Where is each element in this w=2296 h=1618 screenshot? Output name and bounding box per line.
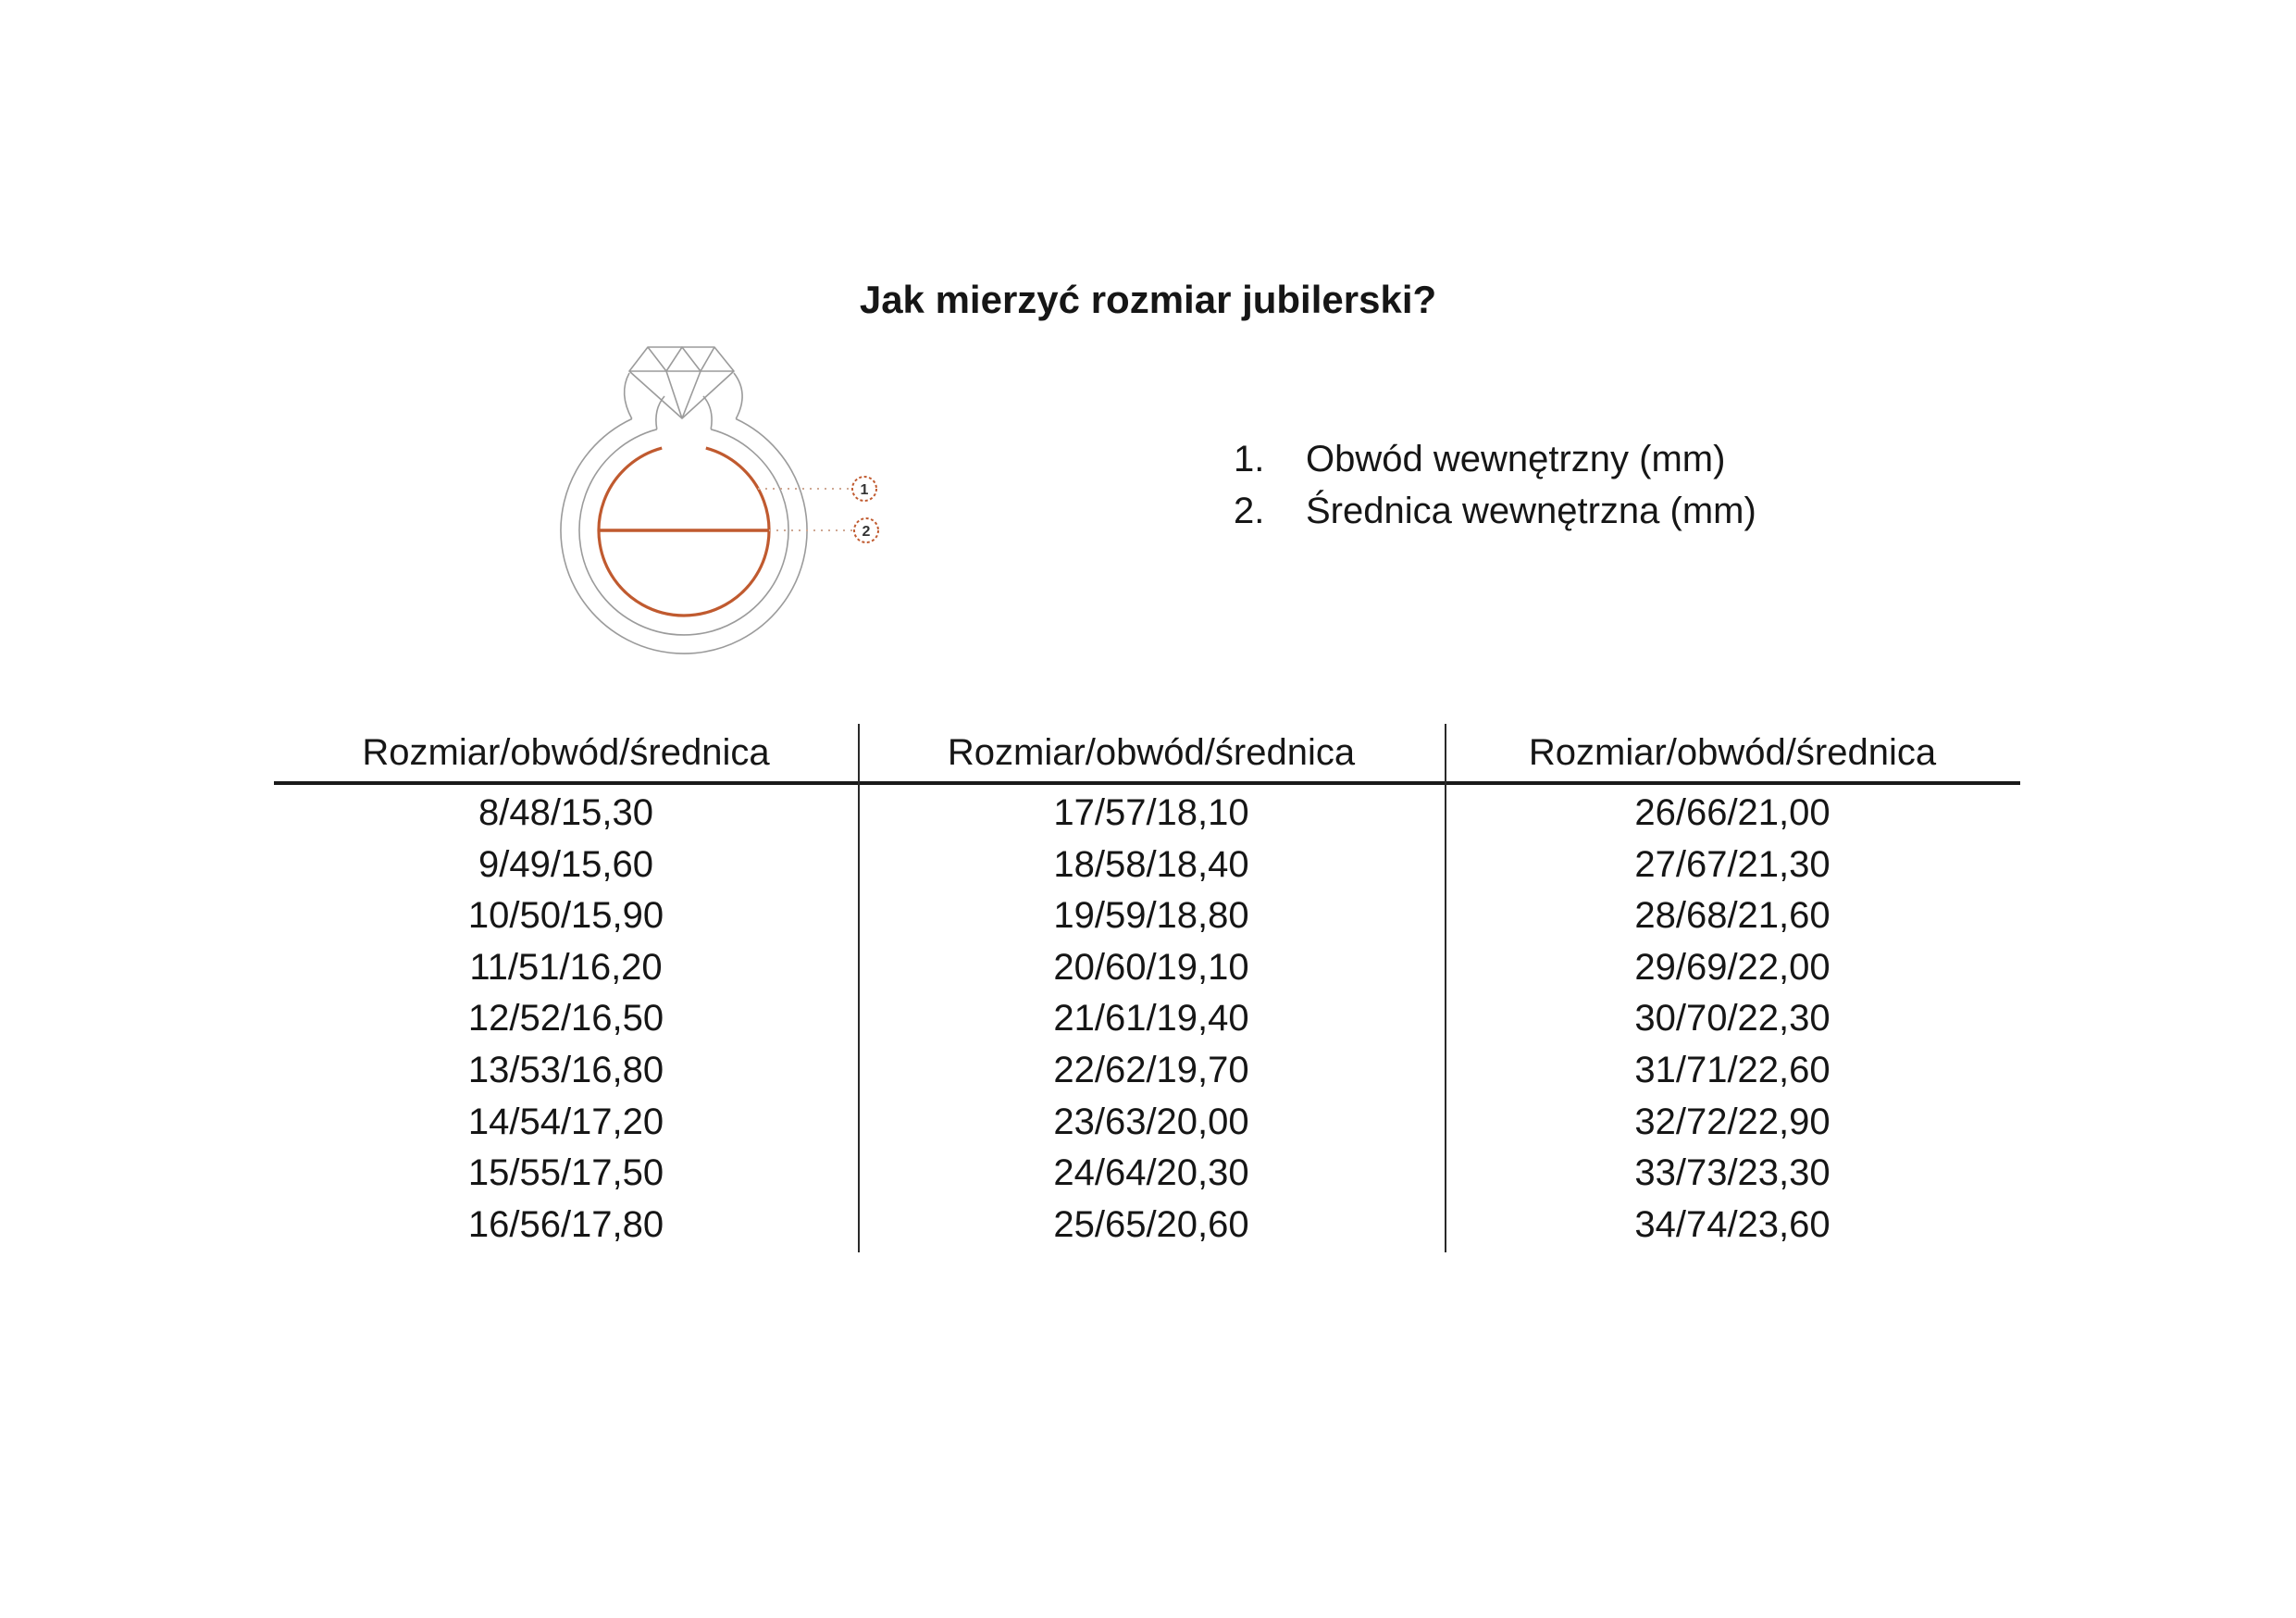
table-body bbox=[274, 788, 2020, 1251]
table-cell: 13/53/16,80 bbox=[467, 1049, 664, 1090]
callout-2-number: 2 bbox=[862, 524, 871, 540]
table-cell: 27/67/21,30 bbox=[1634, 843, 1831, 885]
diamond-icon bbox=[629, 347, 734, 418]
table-cell: 23/63/20,00 bbox=[1053, 1101, 1249, 1142]
legend-item-circumference bbox=[1234, 433, 1756, 485]
table-cell: 18/58/18,40 bbox=[1053, 843, 1249, 885]
table-column-3 bbox=[1445, 788, 2020, 1251]
table-cell: 11/51/16,20 bbox=[469, 946, 663, 988]
legend-item-number: 1. bbox=[1234, 438, 1265, 479]
callout-1-number: 1 bbox=[860, 482, 869, 498]
callout-1-badge bbox=[852, 477, 876, 501]
column-header: Rozmiar/obwód/średnica bbox=[947, 731, 1356, 773]
table-cell: 28/68/21,60 bbox=[1634, 895, 1831, 937]
measurement-legend bbox=[1234, 433, 1756, 537]
column-divider bbox=[858, 724, 860, 1252]
table-cell: 19/59/18,80 bbox=[1053, 895, 1249, 937]
table-cell: 22/62/19,70 bbox=[1053, 1049, 1249, 1090]
table-cell: 15/55/17,50 bbox=[467, 1152, 664, 1194]
ring-size-table bbox=[274, 724, 2020, 1256]
legend-item-label: Średnica wewnętrzna (mm) bbox=[1306, 490, 1756, 531]
table-cell: 9/49/15,60 bbox=[478, 843, 654, 885]
legend-item-label: Obwód wewnętrzny (mm) bbox=[1306, 438, 1726, 479]
table-cell: 10/50/15,90 bbox=[467, 895, 664, 937]
table-column-2 bbox=[858, 788, 1445, 1251]
ring-diagram bbox=[527, 305, 925, 694]
table-cell: 25/65/20,60 bbox=[1053, 1203, 1249, 1245]
table-cell: 8/48/15,30 bbox=[478, 792, 654, 833]
column-header: Rozmiar/obwód/średnica bbox=[1528, 731, 1937, 773]
table-cell: 20/60/19,10 bbox=[1053, 946, 1249, 988]
column-header: Rozmiar/obwód/średnica bbox=[362, 731, 770, 773]
callout-2-badge bbox=[854, 518, 878, 542]
table-cell: 16/56/17,80 bbox=[467, 1203, 664, 1245]
table-cell: 17/57/18,10 bbox=[1053, 792, 1249, 833]
legend-item-number: 2. bbox=[1234, 490, 1265, 531]
table-cell: 21/61/19,40 bbox=[1053, 998, 1249, 1039]
table-header-rule bbox=[274, 781, 2020, 785]
column-divider bbox=[1445, 724, 1446, 1252]
table-header-row bbox=[274, 724, 2020, 781]
legend-item-diameter bbox=[1234, 485, 1756, 537]
table-cell: 26/66/21,00 bbox=[1634, 792, 1831, 833]
table-cell: 33/73/23,30 bbox=[1634, 1152, 1831, 1194]
table-column-1 bbox=[274, 788, 858, 1251]
table-cell: 34/74/23,60 bbox=[1634, 1203, 1831, 1245]
page-title: Jak mierzyć rozmiar jubilerski? bbox=[859, 278, 1437, 321]
table-cell: 31/71/22,60 bbox=[1634, 1049, 1831, 1090]
table-cell: 32/72/22,90 bbox=[1634, 1101, 1831, 1142]
table-cell: 24/64/20,30 bbox=[1053, 1152, 1249, 1194]
table-cell: 14/54/17,20 bbox=[467, 1101, 664, 1142]
table-cell: 12/52/16,50 bbox=[467, 998, 664, 1039]
table-cell: 30/70/22,30 bbox=[1634, 998, 1831, 1039]
table-cell: 29/69/22,00 bbox=[1634, 946, 1831, 988]
